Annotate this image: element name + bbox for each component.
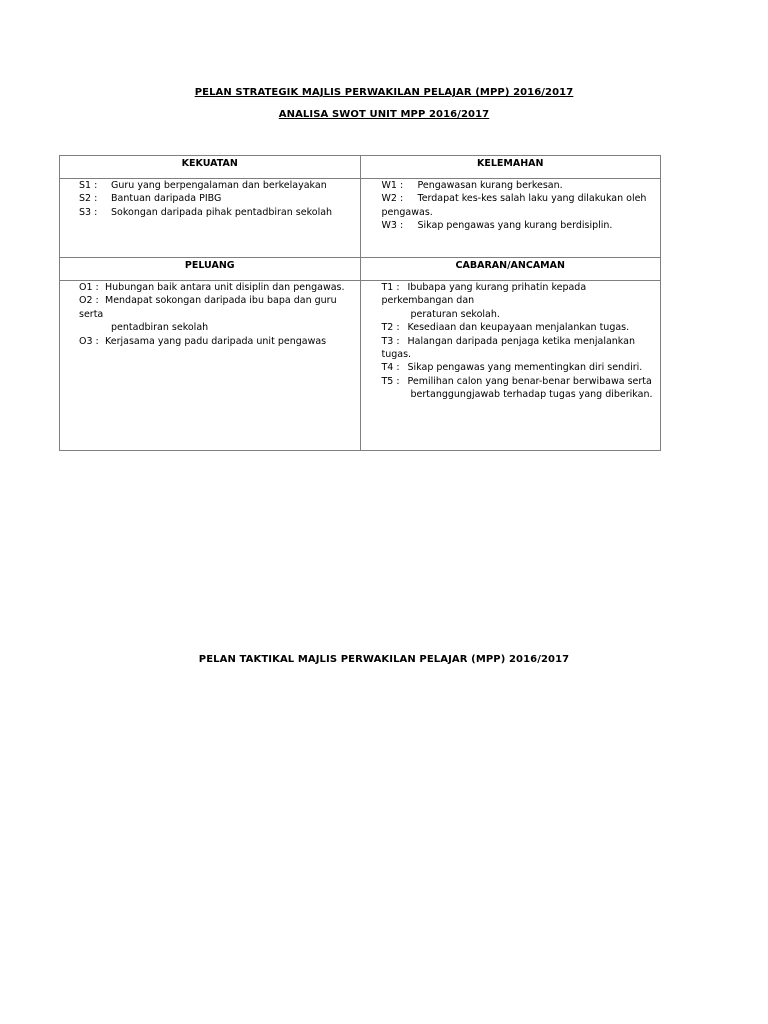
- weaknesses-item-code: W2 :: [381, 193, 404, 205]
- weaknesses-item: [382, 179, 657, 192]
- strengths-item-text: Bantuan daripada PIBG: [111, 193, 222, 205]
- opportunities-heading: PELUANG: [60, 258, 361, 281]
- threats-list: [361, 281, 661, 402]
- strengths-item-code: S2 :: [79, 193, 98, 205]
- opportunities-item-continuation: pentadbiran sekolah: [111, 322, 209, 334]
- strengths-item-text: Sokongan daripada pihak pentadbiran sekolah: [111, 206, 333, 218]
- threats-item-code: T3 :: [381, 335, 400, 347]
- strengths-item-text: Guru yang berpengalaman dan berkelayakan: [111, 180, 327, 191]
- weaknesses-heading: KELEMAHAN: [360, 156, 661, 179]
- opportunities-item: [79, 281, 360, 294]
- opportunities-cell: [60, 281, 361, 451]
- weaknesses-item: [382, 192, 657, 219]
- swot-table: [59, 155, 661, 451]
- threats-item-text: Kesediaan dan keupayaan menjalankan tugas.: [407, 322, 630, 334]
- weaknesses-item-text: Pengawasan kurang berkesan.: [417, 180, 563, 191]
- strengths-item: [79, 206, 360, 219]
- opportunities-item: [79, 335, 360, 348]
- weaknesses-list: [361, 179, 661, 233]
- weaknesses-item-code: W3 :: [381, 220, 404, 232]
- threats-item-text: Pemilihan calon yang benar-benar berwibawa serta: [407, 375, 652, 387]
- threats-item: [382, 361, 657, 374]
- opportunities-item-text: Mendapat sokongan daripada ibu bapa dan guru serta: [79, 295, 337, 320]
- opportunities-item-text: Hubungan baik antara unit disiplin dan pengawas.: [105, 282, 345, 293]
- strengths-item: [79, 179, 360, 192]
- opportunities-item: [79, 294, 360, 321]
- threats-item-text: Halangan daripada penjaga ketika menjalankan tugas.: [381, 335, 635, 361]
- strengths-cell: [60, 179, 361, 258]
- threats-item: [382, 375, 657, 388]
- threats-item-continuation: bertanggungjawab terhadap tugas yang diberikan.: [410, 389, 653, 401]
- strengths-heading: KEKUATAN: [60, 156, 361, 179]
- threats-item: [382, 321, 657, 334]
- threats-cell: [360, 281, 661, 451]
- weaknesses-item: [382, 219, 657, 232]
- strengths-item-code: S1 :: [79, 180, 98, 191]
- threats-item: [382, 335, 657, 362]
- opportunities-list: [60, 281, 360, 348]
- threats-heading: CABARAN/ANCAMAN: [360, 258, 661, 281]
- strengths-list: [60, 179, 360, 219]
- strengths-item-code: S3 :: [79, 206, 98, 218]
- opportunities-item-code: O2 :: [79, 295, 99, 307]
- title-strategik: PELAN STRATEGIK MAJLIS PERWAKILAN PELAJAR (MPP) 2016/2017: [194, 87, 574, 98]
- threats-item-text: Ibubapa yang kurang prihatin kepada perkembangan dan: [381, 282, 587, 307]
- opportunities-item-code: O1 :: [79, 282, 99, 293]
- title-taktikal: PELAN TAKTIKAL MAJLIS PERWAKILAN PELAJAR (MPP) 2016/2017: [198, 654, 570, 665]
- threats-item-continuation: peraturan sekolah.: [410, 308, 500, 320]
- threats-item: [382, 281, 657, 308]
- threats-item-text: Sikap pengawas yang mementingkan diri sendiri.: [407, 362, 643, 374]
- weaknesses-cell: [360, 179, 661, 258]
- opportunities-item-text: Kerjasama yang padu daripada unit pengawas: [105, 335, 327, 347]
- strengths-item: [79, 192, 360, 205]
- weaknesses-item-text: Terdapat kes-kes salah laku yang dilakukan oleh pengawas.: [381, 193, 647, 218]
- weaknesses-item-code: W1 :: [381, 180, 404, 191]
- threats-item-code: T4 :: [381, 362, 400, 374]
- threats-item-code: T5 :: [381, 375, 400, 387]
- threats-item-code: T1 :: [381, 282, 400, 293]
- title-swot: ANALISA SWOT UNIT MPP 2016/2017: [278, 109, 490, 120]
- threats-item-code: T2 :: [381, 322, 400, 334]
- weaknesses-item-text: Sikap pengawas yang kurang berdisiplin.: [417, 220, 613, 232]
- opportunities-item-code: O3 :: [79, 335, 99, 347]
